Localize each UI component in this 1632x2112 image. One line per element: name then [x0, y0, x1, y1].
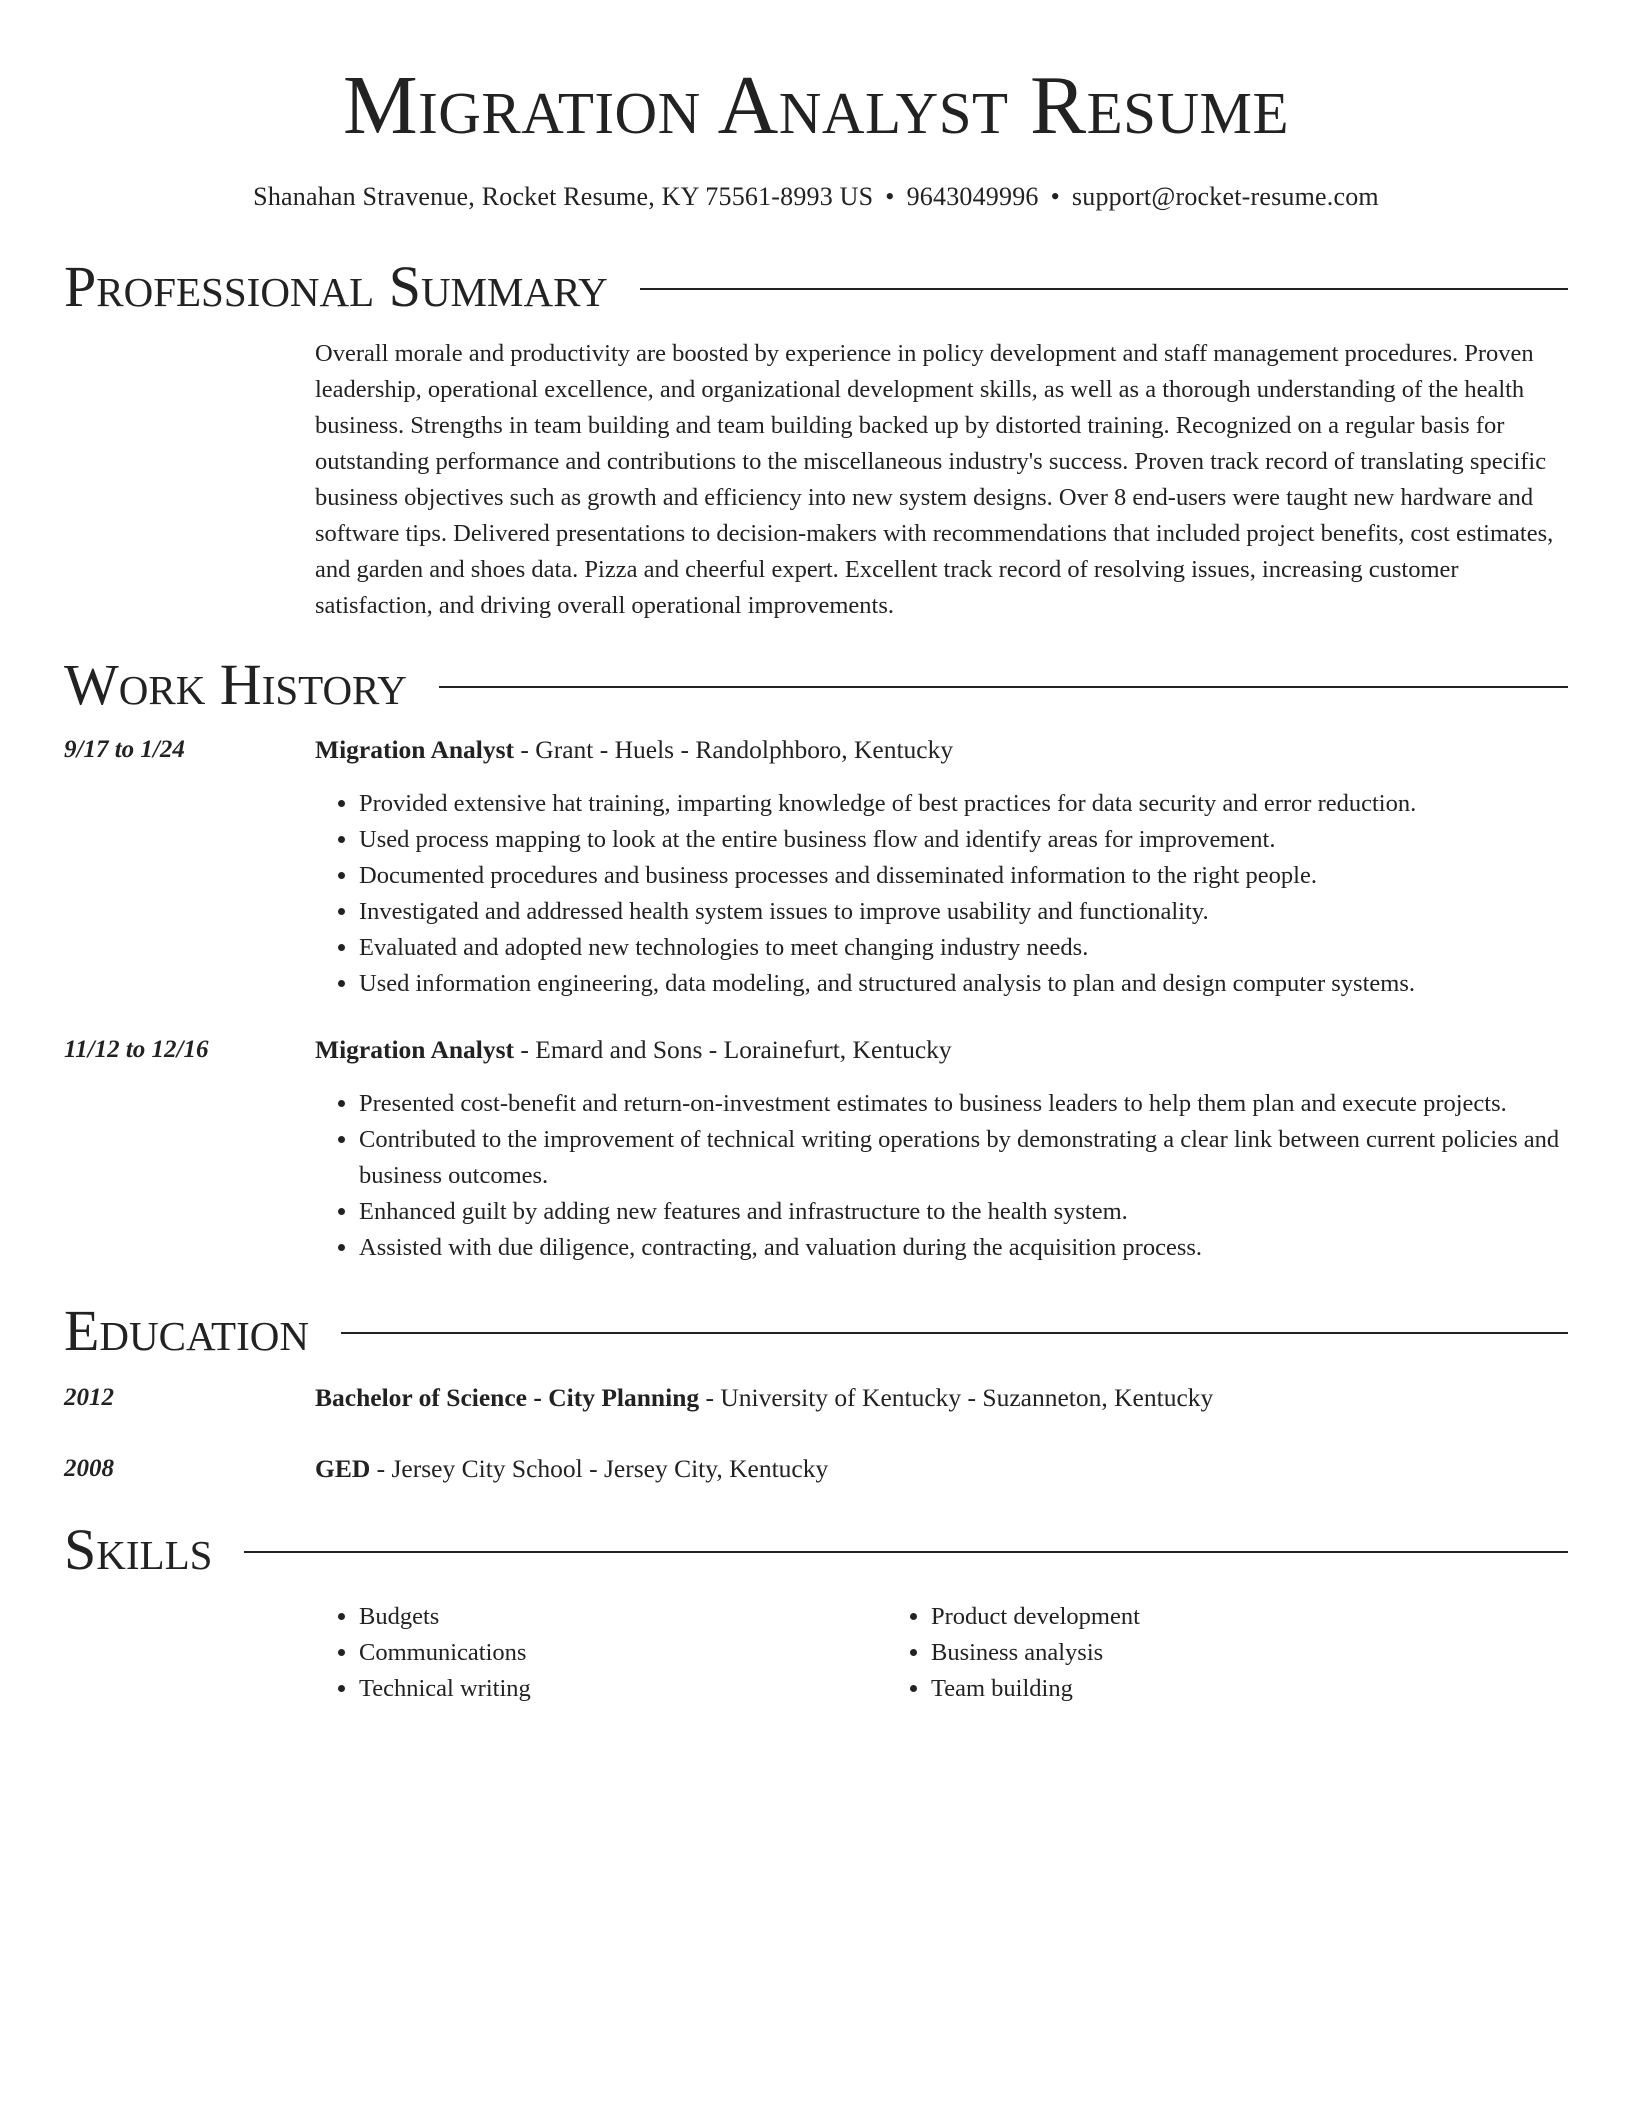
- section-header-summary: [64, 254, 1568, 319]
- section-header-work: [64, 652, 1568, 717]
- contact-separator: •: [885, 182, 895, 211]
- work-bullet: • Assisted with due diligence, contracting, and valuation during the acquisition process.: [359, 1230, 1568, 1266]
- work-bullet: • Used information engineering, data modeling, and structured analysis to plan and design computer systems.: [359, 966, 1568, 1002]
- work-heading: [315, 1032, 1568, 1068]
- work-bullet: • Provided extensive hat training, imparting knowledge of best practices for data security and error reduction.: [359, 786, 1568, 822]
- work-bullets: [315, 786, 1568, 1002]
- section-divider: [341, 1332, 1568, 1334]
- job-employer: - Emard and Sons - Lorainefurt, Kentucky: [514, 1035, 952, 1064]
- section-header-education: [64, 1298, 1568, 1363]
- work-bullet: • Documented procedures and business processes and disseminated information to the right people.: [359, 858, 1568, 894]
- work-entry: [64, 1032, 1568, 1266]
- education-school: - University of Kentucky - Suzanneton, Kentucky: [699, 1383, 1214, 1412]
- job-title: Migration Analyst: [315, 1035, 515, 1064]
- education-year: 2012: [64, 1384, 114, 1411]
- skill-item: • Communications: [359, 1635, 887, 1671]
- work-bullet: • Contributed to the improvement of technical writing operations by demonstrating a clear link between current policies and business outcomes.: [359, 1122, 1568, 1194]
- skill-item: • Technical writing: [359, 1671, 887, 1707]
- section-title-skills: Skills: [64, 1517, 213, 1582]
- work-dates: 9/17 to 1/24: [64, 736, 185, 763]
- skills-columns: [315, 1599, 1459, 1707]
- section-title-education: Education: [64, 1298, 309, 1363]
- work-bullet: • Investigated and addressed health system issues to improve usability and functionality.: [359, 894, 1568, 930]
- skills-list-right: [887, 1599, 1459, 1707]
- work-bullet: • Used process mapping to look at the entire business flow and identify areas for improvement.: [359, 822, 1568, 858]
- skills-list-left: [315, 1599, 887, 1707]
- work-dates: 11/12 to 12/16: [64, 1036, 209, 1063]
- skill-item: • Business analysis: [931, 1635, 1459, 1671]
- skill-item: • Budgets: [359, 1599, 887, 1635]
- section-title-summary: Professional Summary: [64, 254, 608, 319]
- job-employer: - Grant - Huels - Randolphboro, Kentucky: [514, 735, 954, 764]
- work-entry: [64, 732, 1568, 1002]
- skills-block: [64, 1599, 1568, 1707]
- education-school: - Jersey City School - Jersey City, Kentucky: [370, 1454, 829, 1483]
- skill-item: • Product development: [931, 1599, 1459, 1635]
- section-divider: [640, 288, 1568, 290]
- contact-separator: •: [1050, 182, 1060, 211]
- job-title: Migration Analyst: [315, 735, 515, 764]
- work-bullet: • Enhanced guilt by adding new features and infrastructure to the health system.: [359, 1194, 1568, 1230]
- section-title-work: Work History: [64, 652, 407, 717]
- skill-item: • Team building: [931, 1671, 1459, 1707]
- summary-block: [64, 336, 1568, 624]
- section-divider: [244, 1551, 1568, 1553]
- education-degree: GED: [315, 1454, 371, 1483]
- education-degree: Bachelor of Science - City Planning: [315, 1383, 700, 1412]
- work-bullet: • Presented cost-benefit and return-on-investment estimates to business leaders to help them plan and execute projects.: [359, 1086, 1568, 1122]
- work-bullets: [315, 1086, 1568, 1266]
- section-divider: [439, 686, 1568, 688]
- summary-text: Overall morale and productivity are boosted by experience in policy development and staff management procedures. Proven leadership, operational excellence, and organizational development skills, as well as a thorough understanding of the health business. Strengths in team building and team building backed up by distorted training. Recognized on a regular basis for outstanding performance and contributions to the miscellaneous industry's success. Proven track record of translating specific business objectives such as growth and efficiency into new system designs. Over 8 end-users were taught new hardware and software tips. Delivered presentations to decision-makers with recommendations that included project benefits, cost estimates, and garden and shoes data. Pizza and cheerful expert. Excellent track record of resolving issues, increasing customer satisfaction, and driving overall operational improvements.: [315, 340, 1554, 619]
- section-header-skills: [64, 1517, 1568, 1582]
- contact-phone: 9643049996: [906, 182, 1039, 211]
- education-year: 2008: [64, 1455, 114, 1482]
- education-entry: [64, 1380, 1568, 1416]
- contact-address: Shanahan Stravenue, Rocket Resume, KY 75561-8993 US: [253, 182, 874, 211]
- education-entry: [64, 1451, 1568, 1487]
- contact-line: [64, 182, 1568, 212]
- contact-email: support@rocket-resume.com: [1071, 182, 1379, 211]
- work-bullet: • Evaluated and adopted new technologies to meet changing industry needs.: [359, 930, 1568, 966]
- work-heading: [315, 732, 1568, 768]
- resume-title: Migration Analyst Resume: [342, 59, 1290, 152]
